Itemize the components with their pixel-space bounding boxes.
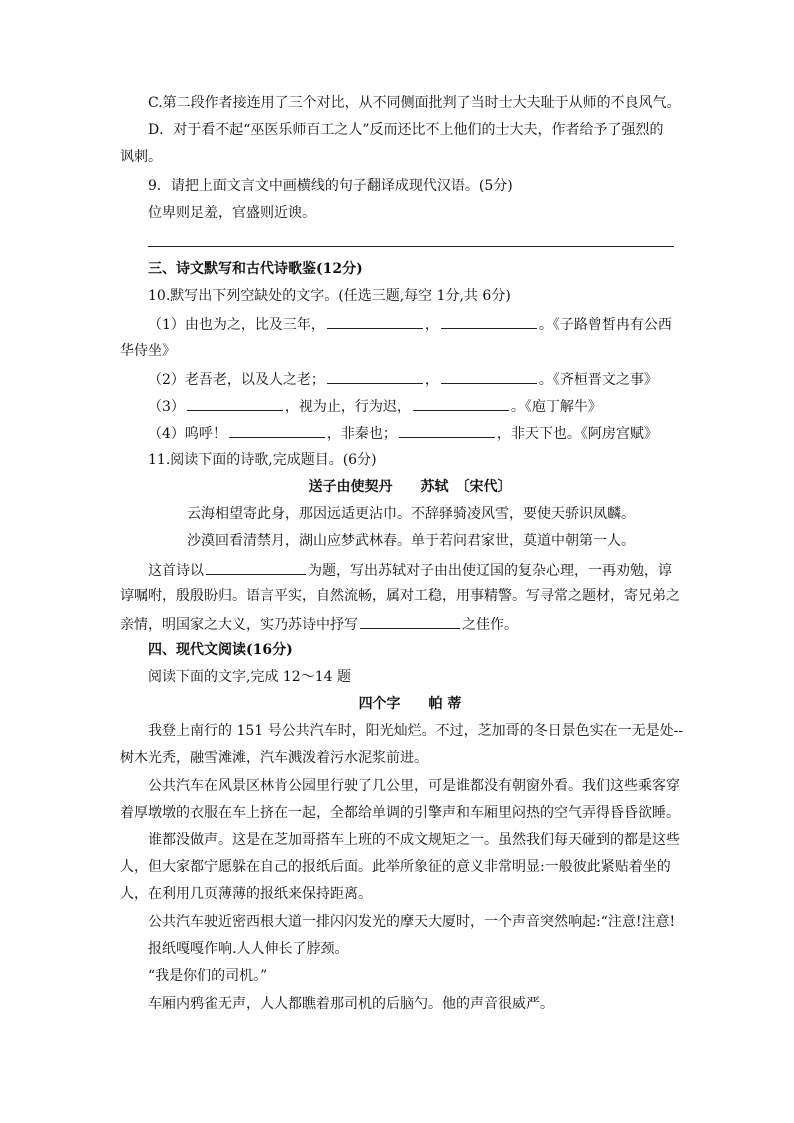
paragraph-1-line-1: 我登上南行的 151 号公共汽车时，阳光灿烂。不过，芝加哥的冬日景色实在一无是处-- [148, 723, 684, 739]
analysis-line-2: 谆嘱咐，殷殷盼归。语言平实，自然流畅，属对工稳，用事精警。写寻常之题材，寄兄弟之 [120, 588, 680, 604]
poem-line-2: 沙漠回看清禁月，湖山应梦武林春。单于若问君家世，莫道中朝第一人。 [187, 533, 635, 549]
paragraph-3-line-2: 人，但大家都宁愿躲在自己的报纸后面。此举所象征的意义非常明显:一般彼此紧贴着坐的 [120, 859, 671, 875]
paragraph-3-line-3: 人，在利用几页薄薄的报纸来保持距离。 [120, 886, 372, 902]
question-11: 11.阅读下面的诗歌,完成题目。(6分) [148, 452, 377, 468]
paragraph-4-line-2: 报纸嘎嘎作响.人人伸长了脖颈。 [148, 941, 349, 957]
q10-4-text-a: （4）呜呼！ [148, 426, 227, 442]
reading-intro: 阅读下面的文字,完成 12～14 题 [148, 669, 351, 685]
paragraph-1-line-2: 树木光秃，融雪滩滩，汽车溅泼着污水泥浆前进。 [120, 750, 428, 766]
answer-line [148, 246, 674, 247]
question-10: 10.默写出下列空缺处的文字。(任选三题,每空 1分,共 6分) [148, 288, 511, 304]
section-3-title: 三、诗文默写和古代诗歌鉴(12分) [148, 261, 363, 277]
fill-blank[interactable] [413, 396, 509, 411]
q10-1-text-a: （1）由也为之，比及三年， [148, 317, 325, 333]
analysis-text-c: 亲情，明国家之大义，实乃苏诗中抒写 [120, 617, 358, 633]
option-d-line2: 讽刺。 [120, 149, 162, 165]
analysis-text-a: 这首诗以 [148, 563, 204, 579]
q10-3-text-b: ，视为止，行为迟， [284, 399, 411, 415]
question-9: 9．请把上面文言文中画横线的句子翻译成现代汉语。(5分) [148, 178, 513, 194]
analysis-line-3 [120, 614, 518, 634]
paragraph-2-line-1: 公共汽车在风景区林肯公园里行驶了几公里，可是谁都没有朝窗外看。我们这些乘客穿 [148, 778, 680, 794]
analysis-text-d: 之佳作。 [462, 617, 518, 633]
option-c: C.第二段作者接连用了三个对比，从不同侧面批判了当时士大夫耻于从师的不良风气。 [148, 95, 681, 111]
question-9-sentence: 位卑则足羞，官盛则近谀。 [148, 205, 316, 221]
question-10-2 [148, 369, 658, 389]
q10-2-text-b: ， [424, 372, 439, 388]
option-d-line1: D．对于看不起“巫医乐师百工之人”反而还比不上他们的士大夫，作者给予了强烈的 [148, 122, 664, 138]
analysis-text-b: 为题，写出苏轼对子由出使辽国的复杂心理，一再劝勉，谆 [308, 563, 672, 579]
paragraph-6: 车厢内鸦雀无声，人人都瞧着那司机的后脑勺。他的声音很威严。 [148, 996, 554, 1012]
question-10-3 [148, 396, 602, 416]
fill-blank[interactable] [327, 369, 423, 384]
paragraph-3-line-1: 谁都没做声。这是在芝加哥搭车上班的不成文规矩之一。虽然我们每天碰到的都是这些 [148, 832, 680, 848]
fill-blank[interactable] [399, 423, 495, 438]
fill-blank[interactable] [441, 369, 537, 384]
q10-1-text-c: 。《子路曾皙冉有公西 [538, 317, 672, 333]
q10-2-text-a: （2）老吾老，以及人之老； [148, 372, 325, 388]
analysis-line-1 [148, 560, 672, 580]
poem-line-1: 云海相望寄此身，那因远适更沾巾。不辞驿骑凌风雪，要使天骄识凤麟。 [187, 506, 635, 522]
q10-4-text-c: ，非天下也。《阿房宫赋》 [496, 426, 658, 442]
fill-blank[interactable] [441, 314, 537, 329]
q10-4-text-b: ，非秦也； [326, 426, 397, 442]
story-title: 四个字 帕 蒂 [358, 696, 462, 712]
q10-3-text-c: 。《庖丁解牛》 [510, 399, 602, 415]
poem-title: 送子由使契丹 苏轼 〔宋代〕 [308, 479, 512, 495]
paragraph-5: “我是你们的司机。” [148, 968, 268, 984]
fill-blank[interactable] [206, 560, 306, 575]
question-10-1 [148, 314, 672, 334]
fill-blank[interactable] [360, 614, 460, 629]
paragraph-2-line-2: 着厚墩墩的衣服在车上挤在一起，全都给单调的引擎声和车厢里闷热的空气弄得昏昏欲睡。 [120, 805, 680, 821]
section-4-title: 四、现代文阅读(16分) [148, 642, 293, 658]
fill-blank[interactable] [229, 423, 325, 438]
question-10-4 [148, 423, 658, 443]
paragraph-4-line-1: 公共汽车驶近密西根大道一排闪闪发光的摩天大厦时，一个声音突然响起:“注意!注意! [148, 914, 676, 930]
question-10-1-cont: 华侍坐》 [120, 343, 176, 359]
q10-1-text-b: ， [424, 317, 439, 333]
q10-2-text-c: 。《齐桓晋文之事》 [538, 372, 658, 388]
fill-blank[interactable] [327, 314, 423, 329]
fill-blank[interactable] [187, 396, 283, 411]
q10-3-text-a: （3） [148, 399, 185, 415]
